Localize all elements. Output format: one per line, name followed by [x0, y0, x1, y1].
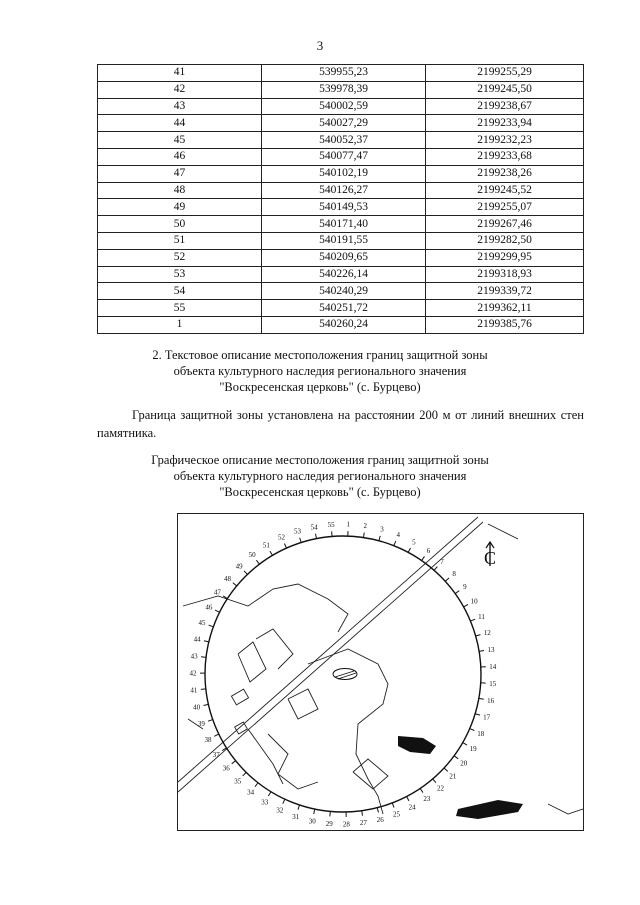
zone-point-label: 43	[190, 652, 198, 661]
zone-point-tick	[364, 533, 365, 538]
zone-point-tick	[255, 783, 258, 787]
protection-zone-map	[177, 513, 584, 831]
zone-point-label: 21	[449, 772, 457, 781]
page-number: 3	[316, 38, 324, 53]
zone-point-label: 28	[342, 820, 350, 829]
zone-point-tick	[392, 803, 394, 808]
zone-point-label: 13	[487, 645, 495, 654]
y-coordinate-cell: 2199233,94	[426, 115, 584, 132]
zone-point-tick	[256, 560, 259, 564]
table-row	[98, 283, 584, 300]
zone-point-label: 51	[262, 541, 270, 550]
x-coordinate-cell: 540171,40	[262, 216, 426, 233]
section-2-heading-line: объекта культурного наследия регионального значения	[173, 364, 467, 378]
table-row	[98, 98, 584, 115]
road-line	[178, 522, 483, 792]
zone-point-label: 42	[189, 669, 197, 678]
zone-point-tick	[394, 541, 396, 546]
table-row	[98, 65, 584, 82]
x-coordinate-cell: 540052,37	[262, 132, 426, 149]
zone-point-tick	[475, 714, 480, 715]
x-coordinate-cell: 540226,14	[262, 266, 426, 283]
zone-point-label: 24	[408, 803, 416, 812]
zone-point-label: 9	[463, 583, 467, 592]
zone-point-label: 53	[294, 527, 302, 536]
zone-point-tick	[300, 538, 302, 543]
x-coordinate-cell: 539978,39	[262, 81, 426, 98]
zone-point-label: 40	[193, 703, 201, 712]
x-coordinate-cell: 540240,29	[262, 283, 426, 300]
parcel-boundary	[268, 734, 318, 789]
zone-point-label: 17	[483, 713, 491, 722]
dark-object	[398, 736, 436, 754]
graphic-heading-line: "Воскресенская церковь" (с. Бурцево)	[219, 485, 421, 499]
parcel-boundary	[308, 649, 388, 814]
zone-point-label: 18	[477, 729, 485, 738]
table-row	[98, 148, 584, 165]
zone-point-tick	[377, 808, 378, 813]
zone-point-tick	[315, 534, 316, 539]
y-coordinate-cell: 2199339,72	[426, 283, 584, 300]
table-row	[98, 300, 584, 317]
y-coordinate-cell: 2199267,46	[426, 216, 584, 233]
zone-point-label: 6	[426, 547, 431, 556]
point-number-cell: 1	[98, 316, 262, 333]
zone-point-tick	[362, 811, 363, 816]
zone-point-label: 11	[478, 612, 485, 621]
boundary-paragraph-line: Граница защитной зоны установлена на расстоянии 200 м от линий внешних стен	[132, 408, 584, 422]
zone-point-tick	[444, 768, 448, 771]
zone-point-label: 34	[247, 788, 255, 797]
zone-point-tick	[208, 720, 213, 722]
zone-point-tick	[268, 792, 271, 796]
coordinates-table	[97, 64, 584, 334]
point-number-cell: 53	[98, 266, 262, 283]
zone-point-tick	[209, 625, 214, 627]
zone-point-label: 22	[437, 784, 445, 793]
boundary-paragraph-line: памятника.	[97, 426, 157, 440]
zone-point-tick	[479, 698, 484, 699]
zone-point-tick	[407, 796, 409, 800]
zone-point-tick	[464, 604, 468, 606]
zone-point-tick	[470, 619, 475, 621]
zone-point-tick	[470, 729, 475, 731]
zone-point-label: 12	[483, 629, 491, 638]
zone-point-label: 36	[222, 764, 230, 773]
y-coordinate-cell: 2199245,52	[426, 182, 584, 199]
zone-point-tick	[201, 657, 206, 658]
zone-point-tick	[215, 610, 219, 612]
zone-point-label: 50	[248, 551, 256, 560]
point-number-cell: 48	[98, 182, 262, 199]
zone-point-label: 46	[205, 603, 213, 612]
zone-point-tick	[244, 571, 247, 575]
x-coordinate-cell: 540002,59	[262, 98, 426, 115]
zone-point-tick	[445, 578, 449, 581]
x-coordinate-cell: 540191,55	[262, 232, 426, 249]
y-coordinate-cell: 2199238,67	[426, 98, 584, 115]
point-number-cell: 44	[98, 115, 262, 132]
zone-point-tick	[201, 689, 206, 690]
table-row	[98, 81, 584, 98]
y-coordinate-cell: 2199255,29	[426, 65, 584, 82]
point-number-cell: 50	[98, 216, 262, 233]
zone-point-tick	[243, 772, 247, 776]
zone-point-tick	[476, 635, 481, 636]
x-coordinate-cell: 540251,72	[262, 300, 426, 317]
zone-point-tick	[232, 761, 236, 764]
graphic-heading	[0, 452, 640, 500]
y-coordinate-cell: 2199299,95	[426, 249, 584, 266]
zone-point-label: 38	[204, 735, 212, 744]
table-row	[98, 249, 584, 266]
zone-point-tick	[204, 704, 209, 705]
x-coordinate-cell: 540149,53	[262, 199, 426, 216]
x-coordinate-cell: 540260,24	[262, 316, 426, 333]
table-row	[98, 199, 584, 216]
x-coordinate-cell: 540027,29	[262, 115, 426, 132]
point-number-cell: 43	[98, 98, 262, 115]
zone-point-tick	[283, 799, 285, 804]
zone-point-label: 30	[308, 817, 316, 826]
zone-point-label: 3	[380, 525, 384, 534]
north-symbol: С	[483, 548, 497, 568]
zone-point-label: 15	[489, 680, 497, 689]
zone-point-label: 19	[469, 745, 477, 754]
zone-point-label: 55	[327, 520, 335, 529]
table-row	[98, 216, 584, 233]
zone-point-tick	[284, 544, 286, 549]
zone-point-tick	[270, 551, 273, 555]
zone-point-label: 7	[440, 557, 444, 566]
x-coordinate-cell: 540102,19	[262, 165, 426, 182]
point-number-cell: 55	[98, 300, 262, 317]
north-arrow	[484, 542, 496, 568]
zone-point-tick	[233, 583, 237, 586]
zone-point-label: 33	[261, 798, 269, 807]
y-coordinate-cell: 2199233,68	[426, 148, 584, 165]
parcel-boundary	[248, 729, 283, 784]
zone-point-label: 49	[235, 562, 243, 571]
building-outline	[353, 759, 388, 789]
boundary-paragraph	[97, 406, 584, 442]
table-row	[98, 165, 584, 182]
building-outline	[288, 689, 318, 719]
zone-point-label: 16	[487, 697, 495, 706]
y-coordinate-cell: 2199245,50	[426, 81, 584, 98]
section-2-heading-line: "Воскресенская церковь" (с. Бурцево)	[219, 380, 421, 394]
y-coordinate-cell: 2199282,50	[426, 232, 584, 249]
zone-point-label: 32	[276, 806, 284, 815]
building-outline	[238, 642, 266, 682]
zone-point-tick	[479, 651, 484, 652]
table-row	[98, 266, 584, 283]
zone-point-tick	[314, 809, 315, 814]
zone-point-label: 8	[452, 569, 456, 578]
zone-point-tick	[379, 536, 380, 541]
zone-point-tick	[408, 548, 410, 552]
parcel-boundary	[488, 524, 518, 539]
x-coordinate-cell: 540209,65	[262, 249, 426, 266]
section-2-heading-line: 2. Текстовое описание местоположения границ защитной зоны	[152, 348, 488, 362]
map-drawing	[178, 514, 583, 830]
y-coordinate-cell: 2199385,76	[426, 316, 584, 333]
zone-point-tick	[454, 756, 458, 759]
zone-point-label: 23	[423, 794, 431, 803]
x-coordinate-cell: 540126,27	[262, 182, 426, 199]
zone-point-label: 5	[412, 538, 416, 547]
section-2-heading	[0, 347, 640, 395]
zone-point-label: 25	[393, 810, 401, 819]
point-number-cell: 45	[98, 132, 262, 149]
point-number-cell: 52	[98, 249, 262, 266]
y-coordinate-cell: 2199255,07	[426, 199, 584, 216]
table-row	[98, 132, 584, 149]
building-outline	[231, 689, 248, 705]
zone-point-tick	[434, 567, 437, 571]
zone-point-label: 1	[346, 520, 350, 529]
zone-point-label: 45	[198, 619, 206, 628]
zone-point-label: 47	[213, 588, 221, 597]
zone-point-label: 54	[310, 523, 318, 532]
zone-point-label: 27	[359, 819, 367, 828]
y-coordinate-cell: 2199232,23	[426, 132, 584, 149]
zone-point-label: 14	[489, 662, 497, 671]
zone-point-label: 4	[396, 531, 401, 540]
table-row	[98, 182, 584, 199]
point-number-cell: 42	[98, 81, 262, 98]
zone-point-tick	[204, 641, 209, 642]
zone-point-tick	[422, 556, 425, 560]
x-coordinate-cell: 539955,23	[262, 65, 426, 82]
point-number-cell: 54	[98, 283, 262, 300]
zone-point-label: 41	[190, 686, 198, 695]
zone-point-tick	[455, 591, 459, 594]
building-outline	[256, 629, 293, 669]
zone-point-tick	[420, 788, 423, 792]
zone-point-label: 20	[460, 759, 468, 768]
zone-point-tick	[433, 779, 436, 783]
zone-point-label: 52	[278, 533, 286, 542]
zone-point-label: 2	[363, 522, 368, 531]
zone-point-label: 39	[197, 720, 205, 729]
zone-point-label: 37	[212, 750, 220, 759]
zone-point-label: 48	[223, 574, 231, 583]
zone-point-label: 29	[325, 819, 333, 828]
y-coordinate-cell: 2199318,93	[426, 266, 584, 283]
parcel-boundary	[548, 804, 583, 814]
graphic-heading-line: объекта культурного наследия регионального значения	[173, 469, 467, 483]
zone-point-label: 31	[292, 812, 300, 821]
table-row	[98, 115, 584, 132]
point-number-cell: 46	[98, 148, 262, 165]
table-row	[98, 232, 584, 249]
point-number-cell: 41	[98, 65, 262, 82]
zone-point-label: 44	[193, 635, 201, 644]
x-coordinate-cell: 540077,47	[262, 148, 426, 165]
y-coordinate-cell: 2199238,26	[426, 165, 584, 182]
dark-object	[456, 800, 523, 819]
zone-point-label: 35	[234, 777, 242, 786]
zone-point-label: 10	[470, 597, 478, 606]
graphic-heading-line: Графическое описание местоположения границ защитной зоны	[151, 453, 489, 467]
table-row	[98, 316, 584, 333]
point-number-cell: 49	[98, 199, 262, 216]
zone-point-tick	[214, 734, 219, 736]
zone-point-tick	[298, 805, 300, 810]
zone-point-label: 26	[376, 815, 384, 824]
zone-point-tick	[463, 743, 467, 745]
point-number-cell: 47	[98, 165, 262, 182]
point-number-cell: 51	[98, 232, 262, 249]
y-coordinate-cell: 2199362,11	[426, 300, 584, 317]
